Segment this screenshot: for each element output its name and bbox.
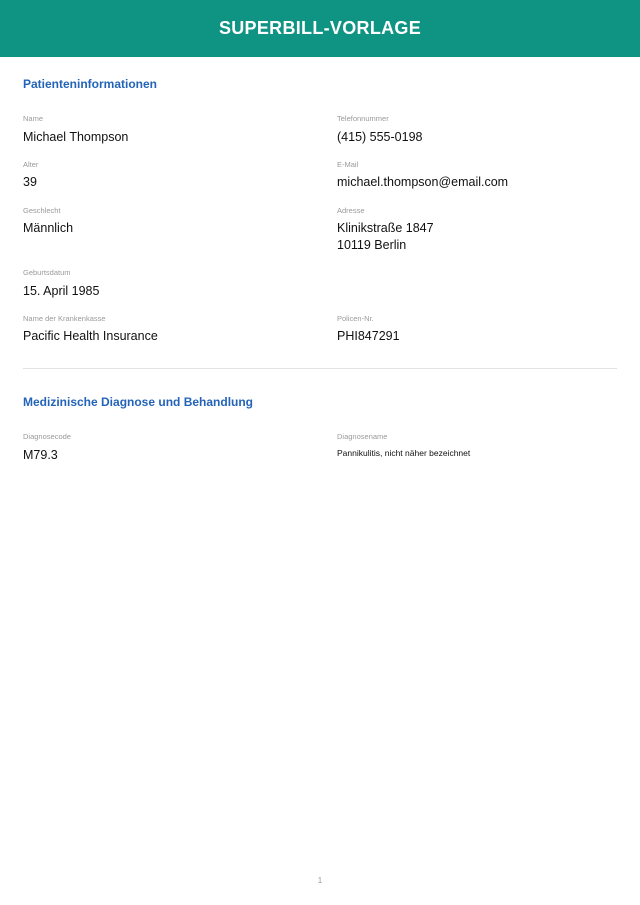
page-number: 1 [317, 876, 323, 885]
age-value: 39 [23, 175, 37, 189]
diagnosis-code-label: Diagnosecode [23, 432, 71, 441]
address-label: Adresse [337, 206, 365, 215]
dob-value: 15. April 1985 [23, 284, 100, 298]
email-value: michael.thompson@email.com [337, 175, 509, 189]
insurer-value: Pacific Health Insurance [23, 329, 158, 343]
policy-value: PHI847291 [337, 329, 400, 343]
phone-value: (415) 555-0198 [337, 130, 423, 144]
address-line1: Klinikstraße 1847 [337, 221, 434, 235]
diagnosis-code-value: M79.3 [23, 448, 58, 462]
gender-value: Männlich [23, 221, 74, 235]
age-label: Alter [23, 160, 39, 169]
policy-label: Policen-Nr. [337, 314, 374, 323]
diagnosis-name-value: Pannikulitis, nicht näher bezeichnet [337, 448, 471, 458]
phone-label: Telefonnummer [337, 114, 389, 123]
address-line2: 10119 Berlin [337, 238, 407, 252]
document-title: SUPERBILL-VORLAGE [218, 18, 422, 38]
diagnosis-section-title: Medizinische Diagnose und Behandlung [23, 395, 254, 409]
gender-label: Geschlecht [23, 206, 61, 215]
name-label: Name [23, 114, 44, 123]
section-divider [23, 368, 617, 369]
insurer-label: Name der Krankenkasse [23, 314, 106, 323]
dob-label: Geburtsdatum [23, 268, 71, 277]
email-label: E-Mail [337, 160, 359, 169]
patient-section-title: Patienteninformationen [23, 77, 158, 91]
document-header [0, 0, 640, 57]
name-value: Michael Thompson [23, 130, 129, 144]
diagnosis-name-label: Diagnosename [337, 432, 388, 441]
